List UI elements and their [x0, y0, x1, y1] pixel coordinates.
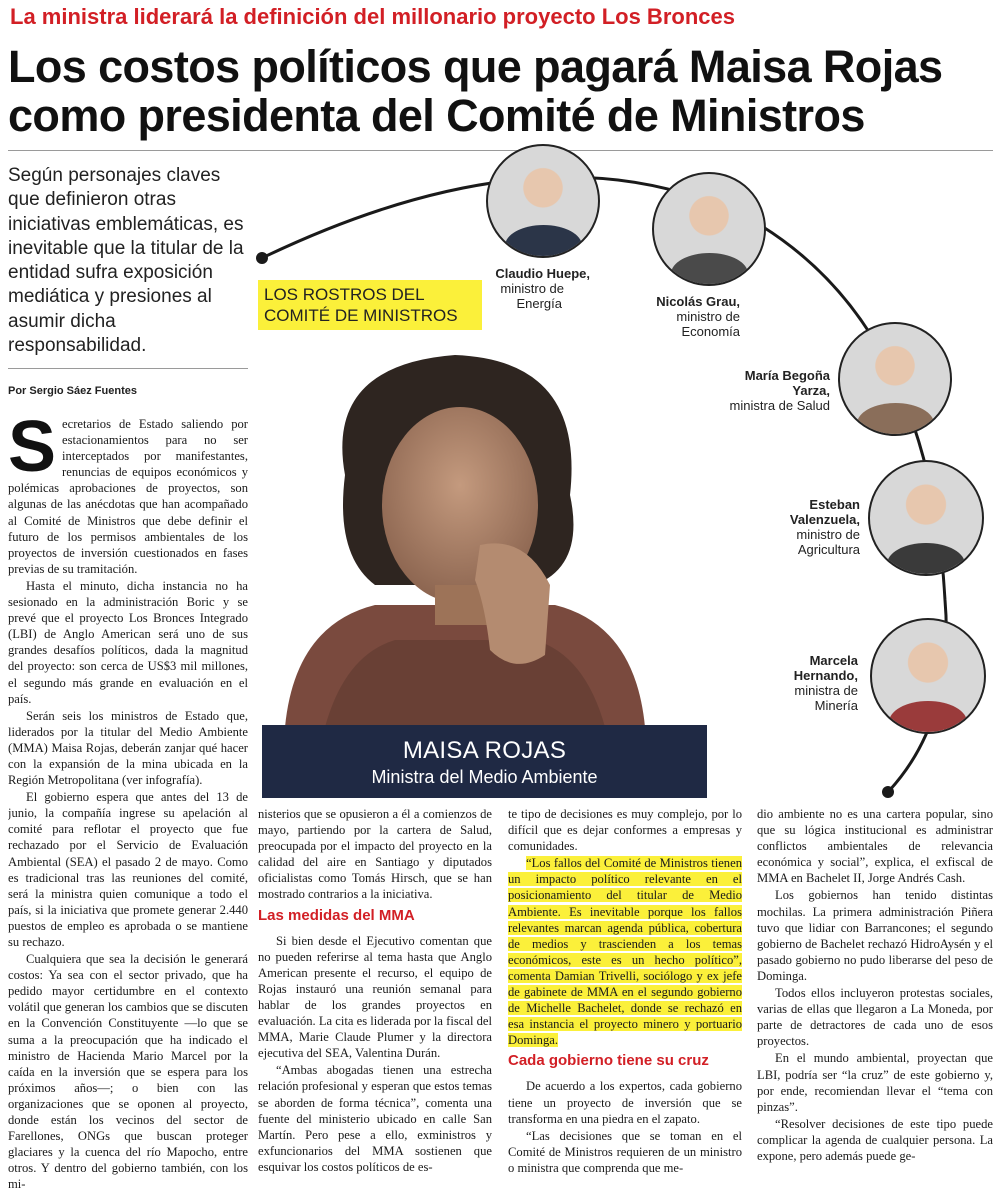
portrait-name: MAISA ROJAS [402, 737, 567, 764]
minister-caption-hernando [720, 653, 858, 713]
lead-paragraph: Según personajes claves que definieron otras iniciativas emblemáticas, es inevitable que la titular de la entidad sufra exposición mediática y presiones al asumir dicha responsabilidad. [8, 165, 244, 357]
paragraph: Los gobiernos han tenido distintas mochilas. La primera administración Piñera tuvo que lidiar con Barrancones; el segundo gobierno de Bachelet rechazó HidroAysén y el pasado gobierno no pudo liberarse del peso de Dominga. [757, 888, 993, 983]
minister-role: ministra de Salud [729, 398, 830, 413]
main-portrait [285, 355, 645, 727]
minister-photo-grau [652, 172, 766, 286]
minister-role: Economía [681, 324, 740, 339]
minister-name: Yarza, [792, 383, 830, 398]
minister-name: Nicolás Grau, [656, 294, 740, 309]
paragraph: Cualquiera que sea la decisión le generará costos: Ya sea con el sector privado, que ha pedido mayor certidumbre en el contexto volátil que generan los cambios que se discuten en la Convención Constituyente —lo que se suma a la preocupación que ha indicado el ministro de Hacienda Mario Marcel por la caída en la inversión que se espera para los próximos años—; o bien con las organizaciones que se oponen al proyecto, donde están los vecinos del sector de Farellones, ONGs que buscan proteger glaciares y la cuenca del río Mapocho, entre otros. Y dentro del gobierno también, con los mi- [8, 952, 248, 1192]
paragraph: Secretarios de Estado saliendo por estacionamientos para no ser interceptados por manifestantes, renuncias de equipos económicos y polémicas aprobaciones de proyectos, son algunas de las anécdotas que han acompañado al Comité de Ministros que debe definir el futuro de los permisos ambientales de los proyectos de inversión cuestionados en fases previas de su tramitación. [8, 416, 248, 576]
minister-caption-valenzuela [720, 497, 860, 557]
minister-role: Agricultura [797, 542, 860, 557]
minister-role: ministro de [676, 309, 740, 324]
paragraph: dio ambiente no es una cartera popular, sino que su lógica institucional es administrar conflictos ambientales de relevancia económica y social”, explica, el exfiscal de MMA en Bachelet II, Jorge Andrés Cash. [757, 807, 993, 886]
paragraph: El gobierno espera que antes del 13 de junio, la compañía ingrese su apelación al comité para reflotar el proyecto que fue rechazado por el Servicio de Evaluación Ambiental (SEA) el pasado 2 de mayo. Como es tradicional tras las reuniones del comité, será la ministra quien comunique a todo el país, si la iniciativa que promete generar 2.440 puestos de empleo es aprobada o se mantiene su rechazo. [8, 790, 248, 949]
minister-name: Valenzuela, [789, 512, 860, 527]
minister-role: ministra de [794, 683, 858, 698]
section-heading: Las medidas del MMA [258, 906, 415, 924]
portrait-role: Ministra del Medio Ambiente [371, 767, 598, 787]
minister-name: Marcela [809, 653, 858, 668]
minister-name: Claudio Huepe, [495, 266, 590, 281]
paragraph: En el mundo ambiental, proyectan que LBI, podría ser “la cruz” de este gobierno y, por ende, recomiendan llevar el “tema con pinzas”. [757, 1051, 993, 1114]
paragraph: “Ambas abogadas tienen una estrecha relación profesional y esperan que estos temas se aborden de forma técnica”, comenta una fuente del ministerio ubicado en calle San Martín. Pero pese a ello, exministros y exfuncionarios del MMA sostienen que esquivar los costos políticos de es- [258, 1063, 492, 1174]
dropcap: S [8, 416, 57, 487]
minister-photo-huepe [486, 144, 600, 258]
article-column-1 [8, 416, 248, 1194]
minister-role: Minería [814, 698, 858, 713]
arc-endpoint-dot [256, 252, 268, 264]
tag-line-1: LOS ROSTROS DEL [264, 285, 425, 304]
paragraph: “Resolver decisiones de este tipo puede complicar la agenda de cualquier persona. La expone, pero además puede ge- [757, 1116, 993, 1163]
minister-name: Hernando, [793, 668, 858, 683]
article-column-3 [508, 806, 742, 1194]
headline-line-1: Los costos políticos que pagará Maisa Rojas [8, 41, 943, 92]
minister-photo-hernando [870, 618, 986, 734]
arc-endpoint-dot [882, 786, 894, 798]
paragraph: Hasta el minuto, dicha instancia no ha sesionado en la administración Boric y se prevé que el proyecto Los Bronces Integrado (LBI) de Anglo American será uno de sus grandes desafíos políticos, dada la magnitud del proyecto: son cerca de US$3 mil millones, el segundo más grande en evaluación en el país. [8, 578, 248, 706]
kicker: La ministra liderará la definición del millonario proyecto Los Bronces [10, 4, 735, 29]
paragraph: De acuerdo a los expertos, cada gobierno tiene un proyecto de inversión que se transforma en una piedra en el zapato. [508, 1079, 742, 1126]
article-column-2 [258, 806, 492, 1194]
minister-photo-valenzuela [868, 460, 984, 576]
minister-name: Esteban [809, 497, 860, 512]
minister-caption-huepe [430, 266, 590, 311]
paragraph: Si bien desde el Ejecutivo comentan que no pueden referirse al tema hasta que Anglo American presente el recurso, el equipo de Rojas instauró una reunión semanal para hablar de los grandes proyectos en evaluación. La cita es liderada por la fiscal del MMA, Marie Claude Plumer y la directora ejecutiva del SEA, Valentina Durán. [258, 933, 492, 1061]
paragraph: te tipo de decisiones es muy complejo, por lo difícil que es dejar conformes a empresas y comunidades. [508, 807, 742, 854]
paragraph: nisterios que se opusieron a él a comienzos de mayo, partiendo por la cartera de Salud, preocupada por el impacto del proyecto en la calidad del aire en Santiago y diputados oficialistas como Tomás Hirsch, que se han mostrado contrarios a la iniciativa. [258, 807, 492, 902]
highlighted-quote: “Los fallos del Comité de Ministros tienen un impacto político relevante en el posicionamiento del titular de Medio Ambiente. Es inevitable porque los fallos relevantes marcan agenda pública, cobertura de medios y trascienden a los temas económicos, este es un hecho político”, comenta Damian Trivelli, sociólogo y ex jefe de gabinete de MMA en el segundo gobierno de Michelle Bachelet, donde se rechazó en esa instancia el proyecto minero y portuario Dominga. [508, 856, 742, 1048]
byline: Por Sergio Sáez Fuentes [8, 385, 137, 397]
minister-role: ministro de [500, 281, 564, 296]
paragraph: Todos ellos incluyeron protestas sociales, varias de ellas que llegaron a La Moneda, por parte de detractores de cada uno de esos proyectos. [757, 986, 993, 1049]
section-heading: Cada gobierno tiene su cruz [508, 1052, 709, 1070]
minister-caption-grau [600, 294, 740, 339]
tag-line-2: COMITÉ DE MINISTROS [264, 306, 458, 325]
portrait-caption [262, 725, 707, 798]
minister-role: ministro de [796, 527, 860, 542]
paragraph: “Las decisiones que se toman en el Comité de Ministros requieren de un ministro o ministra que comprenda que me- [508, 1128, 742, 1175]
minister-photo-yarza [838, 322, 952, 436]
minister-caption-yarza [660, 368, 830, 413]
article-column-4 [757, 806, 993, 1194]
minister-name: María Begoña [744, 368, 830, 383]
paragraph: Serán seis los ministros de Estado que, liderados por la titular del Medio Ambiente (MMA) Maisa Rojas, deberán zanjar qué hacer con la expansión de la mina ubicada en la Región Metropolitana (ver infografía). [8, 708, 248, 788]
headline-line-2: como presidenta del Comité de Ministros [8, 90, 865, 141]
minister-role: Energía [516, 296, 562, 311]
